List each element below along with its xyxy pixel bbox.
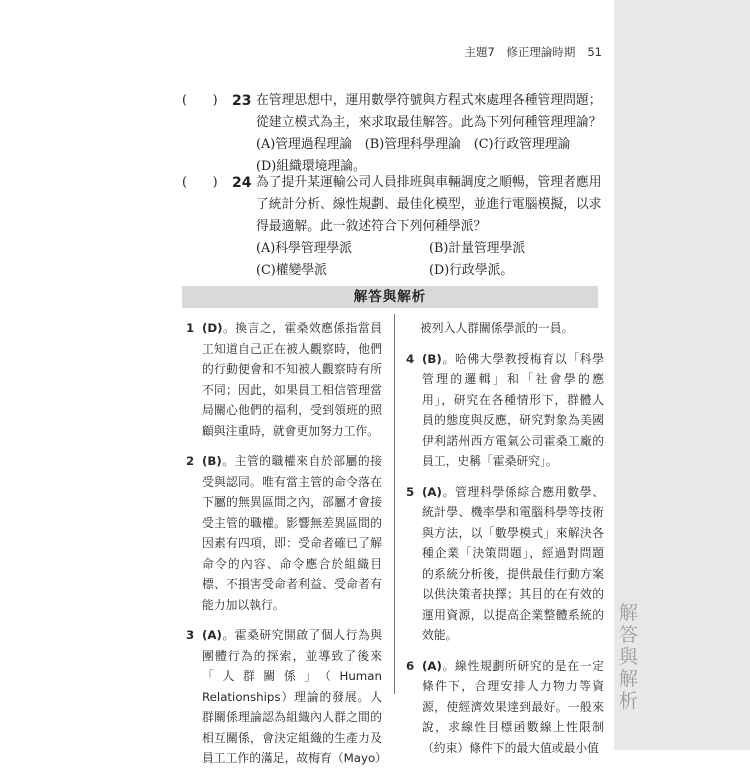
question-options: (A)管理過程理論 (B)管理科學理論 (C)行政管理理論 (D)組織環境理論。 — [256, 137, 584, 174]
option-b: (B)計量管理學派 — [429, 241, 526, 256]
answer-explanation: 。換言之，霍桑效應係指當員工知道自己正在被人觀察時，他們的行動便會和不知被人觀察時有所不同；因此，如果員工相信管理當局關心他們的福利，受到領班的照顧與注重時，就會更加努力工作。 — [202, 321, 382, 438]
answer-continuation: 被列入人群關係學派的一員。 — [420, 321, 574, 335]
answer-explanation: 。主管的職權來自於部屬的接受與認同。唯有當主管的命令落在下屬的無異區間之內，部屬才會接受主管的職權。影響無差異區間的因素有四項，即：受命者確已了解命令的內容、命令應合於組織目標、不損害受命者利益、受命者有能力加以執行。 — [202, 454, 382, 612]
option-d: (D)行政學派。 — [429, 263, 514, 278]
answer-key: (D) — [202, 321, 223, 335]
option-a: (A)科學管理學派 — [256, 241, 353, 256]
question-body — [256, 90, 602, 178]
answer-key: (A) — [422, 658, 442, 673]
side-tab-label: 解答與解析 — [618, 602, 639, 712]
running-header — [440, 44, 602, 60]
answers-section-title: 解答與解析 — [182, 286, 598, 308]
answer-number: 5 — [406, 484, 415, 499]
question-text: 在管理思想中，運用數學符號與方程式來處理各種管理問題；從建立模式為主，來求取最佳解答。此為下列何種管理理論？ — [256, 93, 602, 130]
answer-item — [186, 451, 382, 615]
answer-number: 6 — [406, 658, 415, 673]
answer-key: (A) — [202, 628, 222, 642]
page-number: 51 — [587, 45, 602, 59]
answer-number: 2 — [186, 454, 195, 468]
answer-item — [186, 625, 387, 769]
answers-left-column — [186, 318, 387, 779]
answer-explanation: 。管理科學係綜合應用數學、統計學、機率學和電腦科學等技術與方法，以「數學模式」來解決各種企業「決策問題」，經過對問題的系統分析後，提供最佳行動方案以供決策者抉擇；其目的在有效的運用資源，以提高企業整體系統的效能。 — [422, 484, 604, 642]
question-body — [256, 172, 602, 282]
answer-explanation: 。霍桑研究開啟了個人行為與團體行為的探索，並導致了後來「人群關係」（Human Relationships）理論的發展。人群關係理論認為組織內人群之間的相互關係，會決定組織的生產力及員工工作的滿足，故梅育（Mayo） — [202, 628, 387, 765]
answer-key: (B) — [202, 454, 222, 468]
answer-number: 4 — [406, 351, 415, 366]
answer-key: (A) — [422, 484, 442, 499]
question-text: 為了提升某運輸公司人員排班與車輛調度之順暢，管理者應用了統計分析、線性規劃、最佳化模型，並進行電腦模擬，以求得最適解。此一敘述符合下列何種學派？ — [256, 175, 602, 234]
answer-explanation: 。線性規劃所研究的是在一定條件下，合理安排人力物力等資源，使經濟效果達到最好。一般來說，求線性目標函數線上性限制（約束）條件下的最大值或最小值 — [422, 658, 604, 755]
question-options — [256, 238, 602, 282]
answer-item — [406, 656, 604, 759]
option-c: (C)權變學派 — [256, 263, 327, 278]
answer-number: 1 — [186, 321, 195, 335]
answers-right-column — [406, 318, 604, 768]
question-number: 24 — [232, 175, 252, 191]
answer-blank: ( ) — [182, 93, 218, 108]
answer-key: (B) — [422, 351, 442, 366]
answer-number: 3 — [186, 628, 195, 642]
answer-blank: ( ) — [182, 175, 218, 190]
chapter-title: 主題7 修正理論時期 — [464, 45, 576, 59]
column-divider — [394, 314, 395, 694]
answer-item — [406, 482, 604, 646]
answer-item — [406, 349, 604, 472]
answer-explanation: 。哈佛大學教授梅育以「科學管理的邏輯」和「社會學的應用」，研究在各種情形下，群體人員的態度與反應，研究對象為美國伊利諾州西方電氣公司霍桑工廠的員工，史稱「霍桑研究」。 — [422, 351, 604, 468]
answer-item — [186, 318, 382, 441]
question-number: 23 — [232, 93, 252, 109]
